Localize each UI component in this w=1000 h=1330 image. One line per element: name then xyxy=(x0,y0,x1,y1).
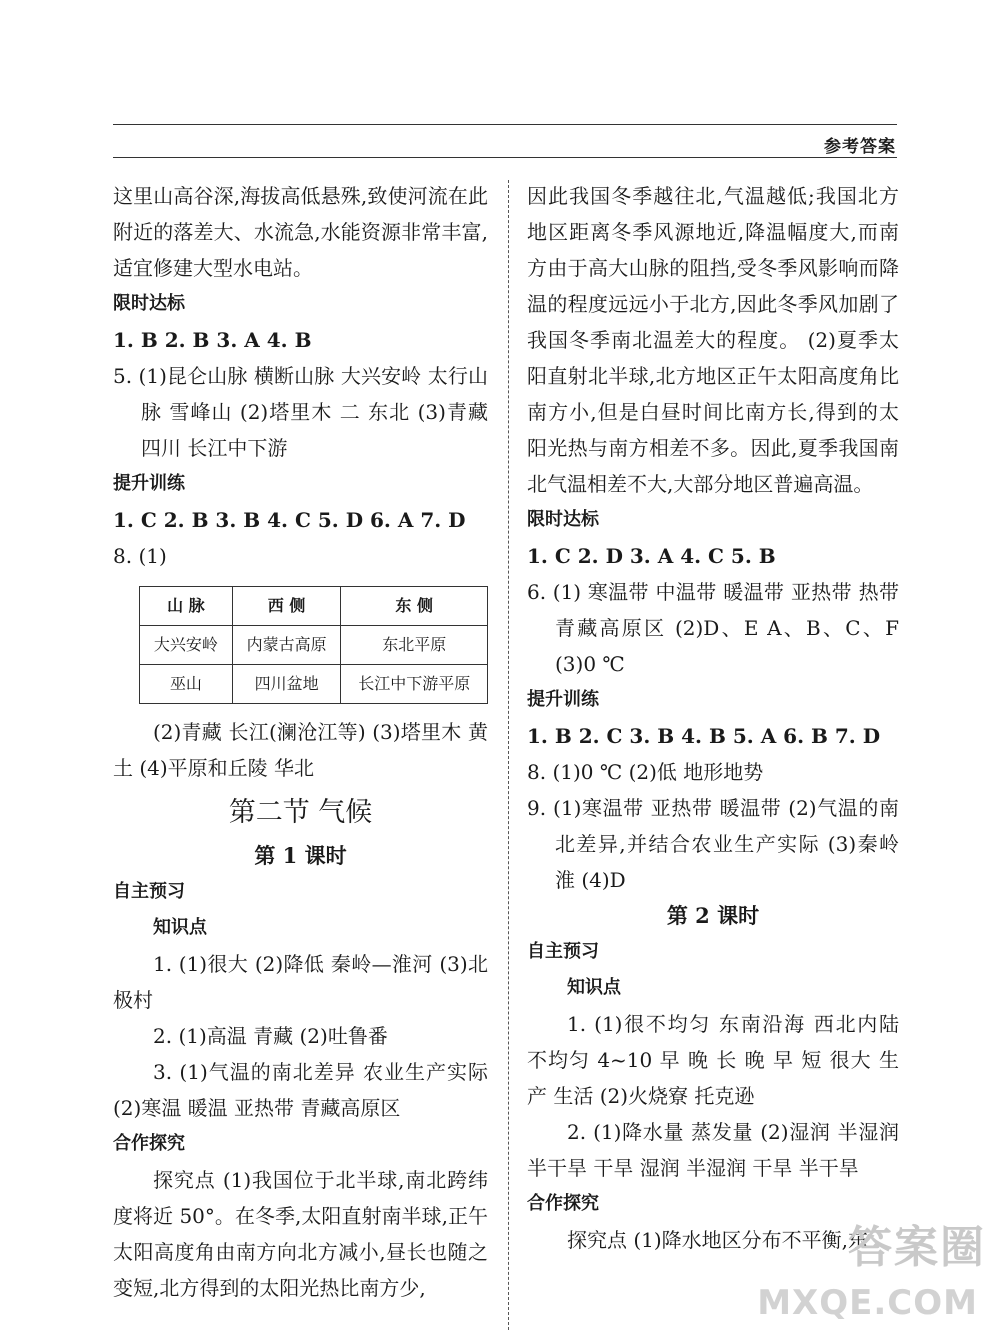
lesson-title: 第 2 课时 xyxy=(666,903,760,928)
answer-line: 5. (1)昆仑山脉 横断山脉 大兴安岭 太行山脉 雪峰山 (2)塔里木 二 东北 (3)青藏 四川 长江中下游 xyxy=(113,364,488,460)
header-title: 参考答案 xyxy=(824,137,896,157)
table-cell: 四川盆地 xyxy=(232,665,341,704)
section-heading: 限时达标 xyxy=(527,509,599,530)
answer-line: 8. (1) xyxy=(113,544,167,568)
table-cell: 长江中下游平原 xyxy=(341,665,488,704)
table-cell: 大兴安岭 xyxy=(140,626,233,665)
header-rule-bottom xyxy=(113,157,897,158)
section-title: 第二节 气候 xyxy=(228,797,373,828)
answer-line: 1. (1)很大 (2)降低 秦岭—淮河 (3)北极村 xyxy=(113,952,488,1012)
section-heading: 提升训练 xyxy=(527,689,599,710)
mountain-table xyxy=(139,586,488,704)
section-heading: 自主预习 xyxy=(113,881,185,902)
answer-line: 2. (1)高温 青藏 (2)吐鲁番 xyxy=(153,1024,388,1048)
right-column xyxy=(527,178,899,1258)
table-row xyxy=(140,665,488,704)
table-cell: 内蒙古高原 xyxy=(232,626,341,665)
left-column xyxy=(113,178,488,1306)
table-header-row xyxy=(140,587,488,626)
answer-line: 1. B 2. C 3. B 4. B 5. A 6. B 7. D xyxy=(527,724,881,748)
right-paragraph: 因此我国冬季越往北,气温越低;我国北方地区距离冬季风源地近,降温幅度大,而南方由于高大山脉的阻挡,受冬季风影响而降温的程度远远小于北方,因此冬季风加剧了我国冬季南北温差大的程度。 (2)夏季太阳直射北半球,北方地区正午太阳高度角比南方小,但是白昼时间比南方长,得到的太阳光热与南方相差不多。因此,夏季我国南北气温相差不大,大部分地区普遍高温。 xyxy=(527,184,899,496)
subsection-heading: 知识点 xyxy=(567,977,621,998)
left-paragraph: 这里山高谷深,海拔高低悬殊,致使河流在此附近的落差大、水流急,水能资源非常丰富,适宜修建大型水电站。 xyxy=(113,184,488,280)
answer-line: 1. B 2. B 3. A 4. B xyxy=(113,328,312,352)
table-cell: 东北平原 xyxy=(341,626,488,665)
answer-line: 1. (1)很不均匀 东南沿海 西北内陆 不均匀 4~10 早 晚 长 晚 早 短 很大 生产 生活 (2)火烧寮 托克逊 xyxy=(527,1012,899,1108)
answer-line: 1. C 2. D 3. A 4. C 5. B xyxy=(527,544,776,568)
explanation-paragraph: 探究点 (1)降水地区分布不平衡,东 xyxy=(567,1228,869,1252)
table-header-cell: 东 侧 xyxy=(341,587,488,626)
section-heading: 合作探究 xyxy=(113,1133,185,1154)
subsection-heading: 知识点 xyxy=(153,917,207,938)
answer-line: 9. (1)寒温带 亚热带 暖温带 (2)气温的南北差异,并结合农业生产实际 (3)秦岭 淮 (4)D xyxy=(527,796,899,892)
table-cell: 巫山 xyxy=(140,665,233,704)
section-heading: 合作探究 xyxy=(527,1193,599,1214)
column-divider xyxy=(508,180,509,1330)
section-heading: 限时达标 xyxy=(113,293,185,314)
section-heading: 提升训练 xyxy=(113,473,185,494)
lesson-title: 第 1 课时 xyxy=(254,843,347,868)
answer-line: 3. (1)气温的南北差异 农业生产实际 (2)寒温 暖温 亚热带 青藏高原区 xyxy=(113,1060,488,1120)
answer-line: 2. (1)降水量 蒸发量 (2)湿润 半湿润 半干旱 干旱 湿润 半湿润 干旱 半干旱 xyxy=(527,1120,899,1180)
section-heading: 自主预习 xyxy=(527,941,599,962)
header-rule-top xyxy=(113,124,897,125)
answer-line: 1. C 2. B 3. B 4. C 5. D 6. A 7. D xyxy=(113,508,466,532)
answer-line: (2)青藏 长江(澜沧江等) (3)塔里木 黄土 (4)平原和丘陵 华北 xyxy=(113,720,488,780)
explanation-paragraph: 探究点 (1)我国位于北半球,南北跨纬度将近 50°。在冬季,太阳直射南半球,正午太阳高度角由南方向北方减小,昼长也随之变短,北方得到的太阳光热比南方少, xyxy=(113,1168,488,1300)
watermark-logo: 答案圈 xyxy=(848,1222,986,1273)
table-header-cell: 西 侧 xyxy=(232,587,341,626)
table-header-cell: 山 脉 xyxy=(140,587,233,626)
watermark-url: MXQE.COM xyxy=(757,1283,978,1323)
table-row xyxy=(140,626,488,665)
answer-line: 6. (1) 寒温带 中温带 暖温带 亚热带 热带 青藏高原区 (2)D、E A、B、C、F (3)0 ℃ xyxy=(527,580,899,676)
answer-line: 8. (1)0 ℃ (2)低 地形地势 xyxy=(527,760,764,784)
